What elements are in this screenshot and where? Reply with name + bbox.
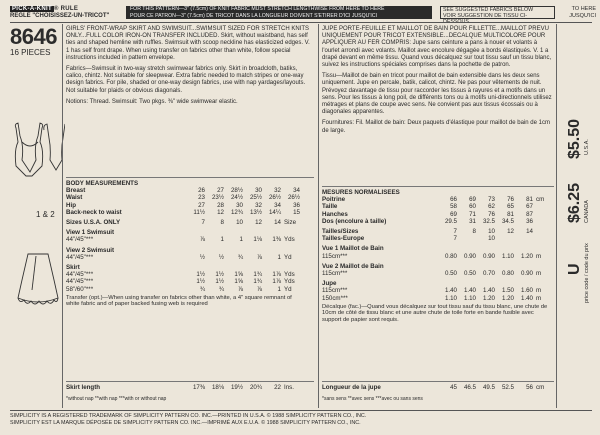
cell: 1½ <box>215 271 224 279</box>
table-row <box>322 196 550 203</box>
transfer-note-english: Transfer (opt.)—When using transfer on fabrics other than white, a 4" square remnant of white fabric and of paper backed fusing web is required <box>66 294 292 308</box>
cell: 81 <box>507 210 514 218</box>
english-measurement-table <box>66 180 300 293</box>
skirt-length-fr <box>322 384 550 391</box>
cell: 0.90 <box>520 270 533 278</box>
cell: 1.10 <box>444 294 457 302</box>
cell: ½ <box>218 253 224 261</box>
table-row <box>66 278 300 285</box>
english-notions: Notions: Thread. Swimsuit: Two pkgs. ⅜" wide swimwear elastic. <box>66 98 238 105</box>
table-row <box>66 202 300 209</box>
cell: 30 <box>255 187 262 195</box>
skirt-length-rule-fr <box>322 381 554 382</box>
table-row <box>66 236 300 243</box>
mesures-title: MESURES NORMALISEES <box>322 189 400 196</box>
cell: 24½ <box>230 194 243 202</box>
table-row <box>322 211 550 218</box>
cell: 1.20 <box>520 252 533 260</box>
cell: 19½ <box>230 384 243 391</box>
cell: 8 <box>472 228 476 236</box>
sizes-eu-label: Tailles-Europe <box>322 235 365 243</box>
view1-label: Vue 1 Maillot de Bain <box>322 245 384 253</box>
cell: 0.50 <box>463 270 476 278</box>
sizes-eu-row <box>322 235 550 242</box>
table-row <box>66 254 300 261</box>
row-label: Hanches <box>322 210 348 218</box>
table-row <box>66 286 300 293</box>
cell: m <box>536 294 542 302</box>
cell: 32 <box>255 201 262 209</box>
cell: 0.90 <box>463 252 476 260</box>
cell: m <box>536 252 542 260</box>
cell: 15 <box>293 208 300 216</box>
cell <box>533 218 550 225</box>
cell: 14 <box>274 219 281 227</box>
price-usa-label: U.S.A. <box>584 139 590 155</box>
pattern-number: 8646 <box>10 24 57 49</box>
skirt-label: Skirt <box>66 264 80 272</box>
french-text-block <box>322 26 554 139</box>
cell: 26½ <box>287 194 300 202</box>
row-label: Dos (encolure à taille) <box>322 217 387 225</box>
cell: 76 <box>507 196 514 204</box>
stretch-gauge-strip <box>126 6 432 19</box>
cell: 14¼ <box>268 208 281 216</box>
cell: 28 <box>217 201 224 209</box>
table-row <box>322 270 550 277</box>
stretch-rule-bar <box>10 6 596 20</box>
cell: 0.80 <box>444 252 457 260</box>
price-code: U <box>566 263 583 275</box>
cell: 0.80 <box>501 270 514 278</box>
fabric-width: 44"/45"*** <box>66 278 94 286</box>
cell: 1½ <box>196 271 205 279</box>
body-measurements-title: BODY MEASUREMENTS <box>66 180 139 187</box>
cell: 73 <box>488 196 495 204</box>
cell: 1.10 <box>463 294 476 302</box>
cell: 12 <box>217 208 224 216</box>
cell: m <box>536 270 542 278</box>
cell: 1.50 <box>501 287 514 295</box>
cell: ¾ <box>237 253 243 261</box>
price-code-label: price code / code du prix <box>584 243 590 303</box>
cell: ¾ <box>218 285 224 293</box>
cell: 30 <box>236 201 243 209</box>
cell: 7 <box>453 228 457 236</box>
english-description: GIRLS' FRONT-WRAP SKIRT AND SWIMSUIT...SWIMSUIT SIZED FOR STRETCH KNITS ONLY...FULL COLOR IRON-ON TRANSFER INCLUDED. Skirt, without waistband, has self ties and shaped hemline with ruffles. Swimsuit with scoop neckline has elasticized edges. V. 1 has self front drape. When using transfer on fabrics other than white, follow special instructions included in pattern envelope. <box>66 26 310 61</box>
cell: 7 <box>453 235 457 243</box>
cell: m <box>536 287 542 295</box>
table-row <box>66 194 300 201</box>
english-measurements <box>66 180 316 308</box>
cell: 49.5 <box>482 384 495 391</box>
view2-row <box>322 263 550 270</box>
view1-label: View 1 Swimsuit <box>66 229 115 237</box>
table-row <box>322 203 550 210</box>
cell: 1⅜ <box>272 236 281 244</box>
cell: 36 <box>293 201 300 209</box>
language-divider <box>318 24 319 408</box>
cell: 8 <box>220 219 224 227</box>
french-notions: Fournitures: Fil. Maillot de bain: Deux paquets d'élastique pour maillot de bain de 1cm de large. <box>322 120 550 134</box>
cell: cm <box>536 384 545 391</box>
fabric-width: 44"/45"*** <box>66 271 94 279</box>
row-label: Poitrine <box>322 196 346 204</box>
transfer-note-french: Décalque (fac.)—Quand vous décalquez sur tout tissu sauf du tissu blanc, une chute de 10cm de côté de tissu blanc et une autre chute de toile forte en bande fusible avec support de papier sont requis. <box>322 303 548 324</box>
french-measurements <box>322 189 556 324</box>
cell: 22 <box>274 384 281 391</box>
sizes-row <box>66 219 300 226</box>
cell: 67 <box>526 203 533 211</box>
cell: 1 <box>239 236 243 244</box>
cell: ½ <box>199 253 205 261</box>
table-row <box>322 253 550 260</box>
cell: 14 <box>526 228 533 236</box>
french-table-rule <box>322 186 554 187</box>
cell <box>533 211 550 218</box>
cell: 1.60 <box>520 287 533 295</box>
cell: 28½ <box>230 187 243 195</box>
cell <box>495 235 514 242</box>
english-fabrics: Fabrics—Swimsuit in two-way stretch swimwear fabrics only. Skirt in broadcloth, batiks, calico, chintz. Not suitable for sleepwear. Extra fabric needed to match stripes or one-way design fabrics. For pile, shaded or one-way design fabrics, use with nap yardages/layouts. Not suitable for plaids or obvious diagonals. <box>66 66 306 94</box>
cell: 1⅞ <box>272 271 281 279</box>
cell: Size <box>284 219 297 227</box>
cell: 1 <box>277 285 281 293</box>
table-row <box>322 287 550 294</box>
fabric-width: 150cm*** <box>322 294 348 302</box>
cell: 58 <box>450 203 457 211</box>
cell: Yds <box>284 236 295 244</box>
row-label: Hip <box>66 201 76 209</box>
cell: 12 <box>255 219 262 227</box>
cell: 62 <box>488 203 495 211</box>
view2-row <box>66 247 300 254</box>
cell: 1.40 <box>463 287 476 295</box>
cell: 1⅝ <box>234 271 243 279</box>
cell: ⅞ <box>256 285 262 293</box>
table-row <box>322 295 550 302</box>
cell: 1.20 <box>482 294 495 302</box>
cell: 0.70 <box>482 270 495 278</box>
pick-a-knit-tm: ® RULE <box>53 6 79 12</box>
cell: 1 <box>277 253 281 261</box>
cell: 10 <box>236 219 243 227</box>
cell: ⅞ <box>199 236 205 244</box>
cell: 1 <box>220 236 224 244</box>
cell: 1.40 <box>444 287 457 295</box>
cell: 31 <box>469 217 476 225</box>
cell: 45 <box>450 384 457 391</box>
price-column-divider <box>556 24 557 408</box>
cell: 1½ <box>215 278 224 286</box>
cell: Yd <box>284 253 292 261</box>
cell: 66 <box>450 196 457 204</box>
cell: 87 <box>526 210 533 218</box>
cell: Ins. <box>284 384 294 391</box>
sizes-label: Tailles/Sizes <box>322 228 359 236</box>
fabric-width: 115cm*** <box>322 287 348 295</box>
table-row <box>66 187 300 194</box>
cell: 18⅛ <box>211 384 224 391</box>
cell: 0.50 <box>444 270 457 278</box>
cell: 34 <box>293 187 300 195</box>
cell: 69 <box>450 210 457 218</box>
cell: 76 <box>488 210 495 218</box>
trademark-english: SIMPLICITY IS A REGISTERED TRADEMARK OF SIMPLICITY PATTERN CO. INC.—PRINTED IN U.S.A. © 1988 SIMPLICITY PATTERN CO., INC. <box>10 413 367 419</box>
cell: 1.10 <box>501 252 514 260</box>
pick-a-knit-label: PICK-A-KNIT <box>12 6 52 12</box>
fabrics-note-french: VOIR SUGGESTION DE TISSU CI- <box>443 13 528 19</box>
cell: 32.5 <box>482 217 495 225</box>
sizes-row <box>322 228 550 235</box>
trademark-french: SIMPLICITY EST LA MARQUE DÉPOSÉE DE SIMPLICITY PATTERN CO. INC.—IMPRIMÉ AUX E.U.A. © 1988 SIMPLICITY PATTERN CO., INC. <box>10 419 361 426</box>
english-text-block <box>66 26 314 110</box>
cell: 1⅛ <box>253 236 262 244</box>
cell: Yd <box>284 285 292 293</box>
cell: 23 <box>198 194 205 202</box>
cell: Yds <box>284 278 295 286</box>
cell: 12¾ <box>230 208 243 216</box>
cell: 36 <box>526 217 533 225</box>
to-here-english: TO HERE <box>571 6 596 12</box>
cell: 26 <box>198 187 205 195</box>
cell: 10 <box>488 235 495 243</box>
cell <box>457 235 476 242</box>
row-label: Breast <box>66 187 86 195</box>
cell: 1.40 <box>482 287 495 295</box>
price-usa: $5.50 <box>566 118 583 159</box>
fabric-width: 58"/60"*** <box>66 285 94 293</box>
cell: 27 <box>217 187 224 195</box>
cell: 81 <box>526 196 533 204</box>
swimsuit-sketch <box>10 120 65 210</box>
fabrics-note-english: SEE SUGGESTED FABRICS BELOW <box>443 7 534 13</box>
cell: 12 <box>507 228 514 236</box>
left-column-divider <box>62 24 63 408</box>
cell: cm <box>536 196 545 204</box>
cell: 65 <box>507 203 514 211</box>
cell: 1½ <box>196 278 205 286</box>
price-canada-label: CANADA <box>584 200 590 223</box>
skirt-length-label: Skirt length <box>66 384 101 391</box>
cell: 25½ <box>249 194 262 202</box>
sizes-label: Sizes U.S.A. ONLY <box>66 219 121 227</box>
cell: 34.5 <box>501 217 514 225</box>
view1-row <box>322 245 550 252</box>
table-row <box>322 218 550 225</box>
cell: ¾ <box>199 285 205 293</box>
cell: Yds <box>284 271 295 279</box>
cell: 1¾ <box>253 271 262 279</box>
cell: 1.40 <box>520 294 533 302</box>
view1-row <box>66 229 300 236</box>
skirt-sketch <box>14 250 62 320</box>
cell: ⅞ <box>256 253 262 261</box>
cell: 56 <box>526 384 533 391</box>
size-range: 1 & 2 <box>36 210 55 219</box>
stretch-gauge-french: POUR CE PATRON—3" (7.5cm) DE TRICOT DANS LA LONGUEUR DOIVENT S'ETIRER D'ICI JUSQU'ICI <box>130 12 378 19</box>
cell: 0.90 <box>482 252 495 260</box>
english-table-rule <box>66 177 314 178</box>
cell: 17⅜ <box>192 384 205 391</box>
top-divider <box>10 22 592 23</box>
pieces-count: 16 PIECES <box>10 48 51 57</box>
price-canada: $6.25 <box>566 182 583 223</box>
to-here-label <box>556 6 596 19</box>
cell: 26½ <box>268 194 281 202</box>
cell: 46.5 <box>463 384 476 391</box>
fabric-width: 115cm*** <box>322 252 348 260</box>
cell: 32 <box>274 187 281 195</box>
cell: 29.5 <box>444 217 457 225</box>
cell: 1⅞ <box>272 278 281 286</box>
skirt-length-en <box>66 384 298 391</box>
cell: 20¾ <box>249 384 262 391</box>
french-measurement-table <box>322 189 550 302</box>
cell: 7 <box>201 219 205 227</box>
cell: 60 <box>469 203 476 211</box>
cell: 52.5 <box>501 384 514 391</box>
cell: 27 <box>198 201 205 209</box>
jupe-label: Jupe <box>322 280 337 288</box>
bottom-divider <box>10 410 592 411</box>
cell: 1.20 <box>501 294 514 302</box>
fabric-width: 44"/45"*** <box>66 253 94 261</box>
cell: 10 <box>488 228 495 236</box>
fabric-width: 44"/45"*** <box>66 236 94 244</box>
skirt-length-label: Longueur de la jupe <box>322 384 381 391</box>
footnote-french: *sans sens **avec sens ***avec ou sans sens <box>322 396 423 402</box>
cell <box>533 203 550 210</box>
fabrics-note-box <box>440 6 555 19</box>
fabric-width: 115cm*** <box>322 270 348 278</box>
row-label: Back-neck to waist <box>66 208 122 216</box>
cell: 1¾ <box>253 278 262 286</box>
cell: 34 <box>274 201 281 209</box>
cell: 11½ <box>193 208 205 216</box>
skirt-row <box>66 264 300 271</box>
stretch-gauge-english: FOR THIS PATTERN—3" (7.5cm) OF KNIT FABRIC MUST STRETCH LENGTHWISE FROM HERE TO HERE <box>130 6 385 12</box>
to-here-french: JUSQU'ICI <box>569 12 596 19</box>
footnote-english: *without nap **with nap ***with or without nap <box>66 396 167 402</box>
cell <box>514 235 533 242</box>
cell: 13½ <box>249 208 262 216</box>
pick-a-knit-rule <box>10 6 115 20</box>
pick-a-knit-french: REGLE "CHOISISSEZ-UN-TRICOT" <box>10 13 110 19</box>
row-label: Taille <box>322 203 338 211</box>
french-description: JUPE PORTE-FEUILLE ET MAILLOT DE BAIN POUR FILLETTE...MAILLOT PREVU UNIQUEMENT POUR TRICOT EXTENSIBLE...DECALQUE MULTICOLORE POUR APPLIQUER AU FER COMPRIS: Jupe sans ceinture a pans à nouer et volants à l'ourlet arrondi avec volants. Maillot avec encolure dégagée a bords élastiqués. V. 1 a drapé devant en même tissu. Quand vous décalquez sur tout tissu sauf un tissu blanc, suivez les instructions spéciales comprises dans la pochette de patron. <box>322 26 552 69</box>
trademark-footer <box>10 413 592 426</box>
table-row <box>66 209 300 216</box>
cell: ⅞ <box>237 285 243 293</box>
cell: 71 <box>469 210 476 218</box>
jupe-row <box>322 280 550 287</box>
view2-label: Vue 2 Maillot de Bain <box>322 262 384 270</box>
cell: 23½ <box>211 194 224 202</box>
cell: 1⅝ <box>234 278 243 286</box>
view2-label: View 2 Swimsuit <box>66 246 115 254</box>
french-fabrics: Tissu—Maillot de bain en tricot pour maillot de bain extensible dans les deux sens uniquement. Jupe en percale, batik, calicot, chintz. Ne pas pour vêtements de nuit. Prévoyez davantage de tissu pour raccorder les tissus à rayures et a motifs dans un sens. Pour les tissus à long poil, de différents tons ou à motifs uni-directionnels utilisez métrages et plans de coupe avec sens. Ne convient pas aux tissus écossais ou à diagonales apparentes. <box>322 73 552 116</box>
cell: 69 <box>469 196 476 204</box>
price-column <box>560 118 592 335</box>
skirt-length-rule-en <box>66 381 314 382</box>
row-label: Waist <box>66 194 83 202</box>
table-row <box>66 271 300 278</box>
